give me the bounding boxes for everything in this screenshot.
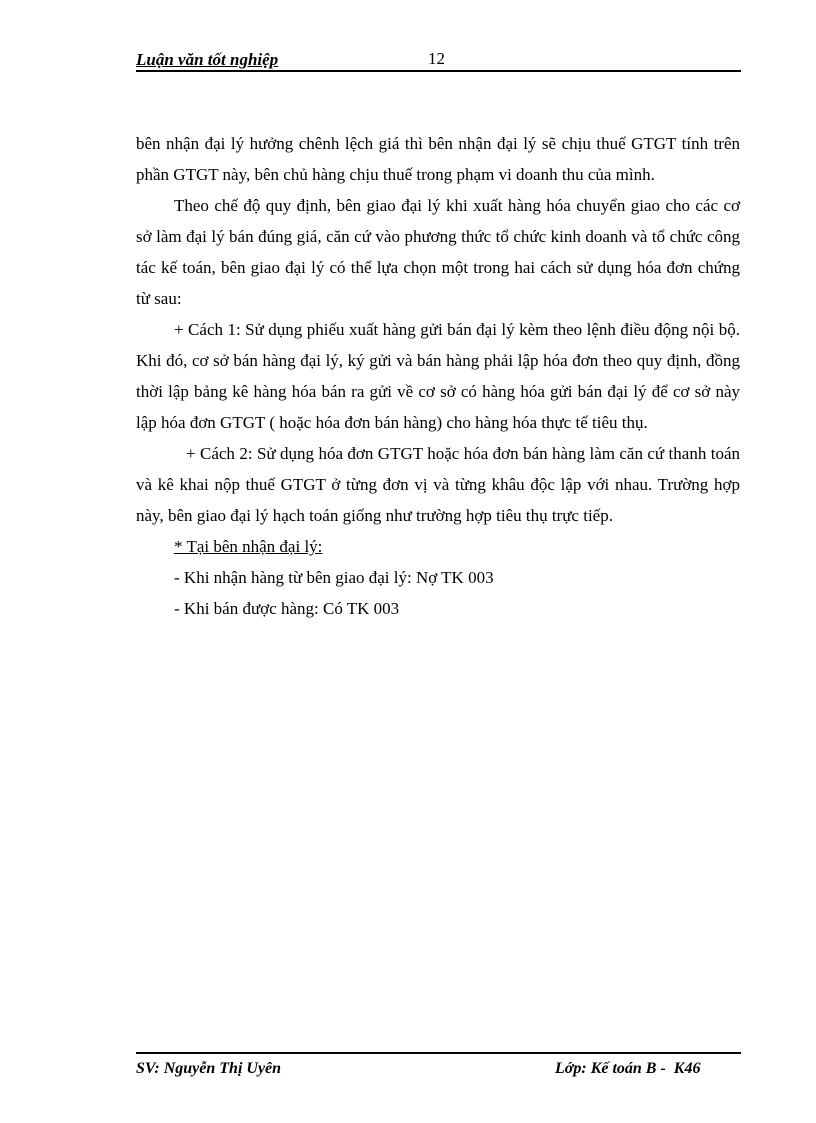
footer-class: Lớp: Kế toán B - K46	[555, 1060, 701, 1077]
footer-divider	[136, 1052, 741, 1054]
paragraph-regulation: Theo chế độ quy định, bên giao đại lý khi xuất hàng hóa chuyển giao cho các cơ sở làm đại lý bán đúng giá, căn cứ vào phương thức tổ chức kinh doanh và tổ chức công tác kế toán, bên giao đại lý có thể lựa chọn một trong hai cách sử dụng hóa đơn chứng từ sau:	[136, 196, 740, 308]
paragraph-method-1: + Cách 1: Sử dụng phiếu xuất hàng gửi bán đại lý kèm theo lệnh điều động nội bộ. Khi đó, cơ sở bán hàng đại lý, ký gửi và bán hàng phải lập hóa đơn theo quy định, đồng thời lập bảng kê hàng hóa bán ra gửi về cơ sở có hàng hóa gửi bán đại lý để cơ sở này lập hóa đơn GTGT ( hoặc hóa đơn bán hàng) cho hàng hóa thực tế tiêu thụ.	[136, 320, 740, 432]
main-body	[136, 128, 740, 624]
document-title: Luận văn tốt nghiệp	[136, 50, 279, 69]
page-number: 12	[428, 49, 445, 68]
entry-sell-goods: - Khi bán được hàng: Có TK 003	[174, 599, 400, 618]
section-heading: * Tại bên nhận đại lý:	[174, 537, 323, 556]
paragraph-continuation: bên nhận đại lý hưởng chênh lệch giá thì bên nhận đại lý sẽ chịu thuế GTGT tính trên phần GTGT này, bên chủ hàng chịu thuế trong phạm vi doanh thu của mình.	[136, 134, 740, 184]
footer-student: SV: Nguyễn Thị Uyên	[136, 1060, 282, 1077]
paragraph-method-2: + Cách 2: Sử dụng hóa đơn GTGT hoặc hóa đơn bán hàng làm căn cứ thanh toán và kê khai nộp thuế GTGT ở từng đơn vị và từng khâu độc lập với nhau. Trường hợp này, bên giao đại lý hạch toán giống như trường hợp tiêu thụ trực tiếp.	[136, 444, 740, 525]
page-header	[136, 48, 741, 72]
entry-receive-goods: - Khi nhận hàng từ bên giao đại lý: Nợ TK 003	[174, 568, 494, 587]
